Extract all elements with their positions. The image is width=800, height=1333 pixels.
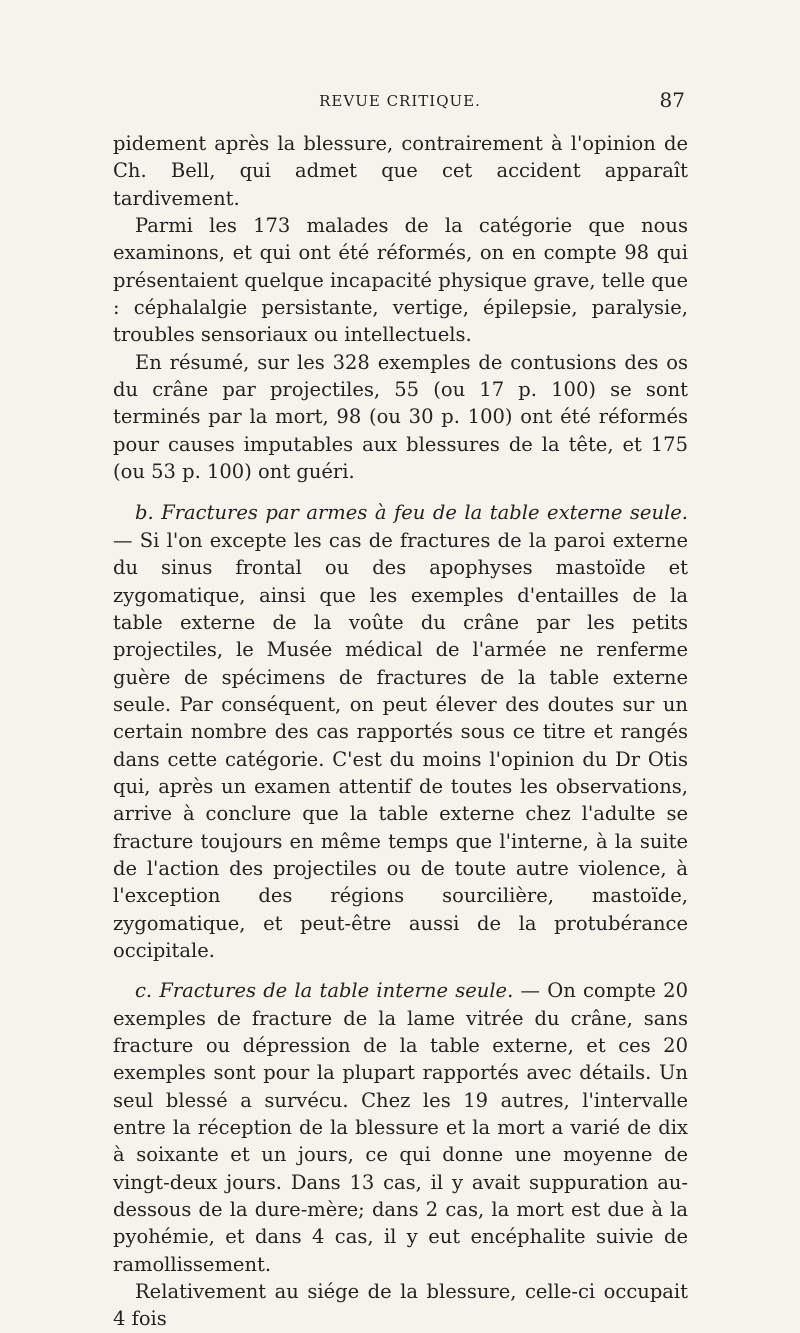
section-b-external-table xyxy=(113,499,688,964)
paragraph-text: En résumé, sur les 328 exemples de contusions des os du crâne par projectiles, 55 (ou 17 p. 100) se sont terminés par la mort, 98 (ou 30 p. 100) ont été réformés pour causes imputables aux blessures de la tête, et 175 (ou 53 p. 100) ont guéri. xyxy=(113,350,688,484)
paragraph-text: Parmi les 173 malades de la catégorie que nous examinons, et qui ont été réformés, on en compte 98 qui présentaient quelque incapacité physique grave, telle que : céphalalgie persistante, vertige, épilepsie, paralysie, troubles sensoriaux ou intellectuels. xyxy=(113,214,688,347)
paragraph-text: — On compte 20 exemples de fracture de la lame vitrée du crâne, sans fracture ou dépression de la table externe, et ces 20 exemples sont pour la plupart rapportés avec détails. Un seul blessé a survécu. Chez les 19 autres, l'intervalle entre la réception de la blessure et la mort a varié de dix à soixante et un jours, ce qui donne une moyenne de vingt-deux jours. Dans 13 cas, il y avait suppuration au-dessous de la dure-mère; dans 2 cas, la mort est due à la pyohémie, et dans 4 cas, il y eut encéphalite suivie de ramollissement. xyxy=(113,979,688,1276)
section-heading: c. Fractures de la table interne seule. xyxy=(135,979,514,1003)
paragraph-continuation xyxy=(113,130,688,212)
page-number: 87 xyxy=(659,88,685,112)
running-title: REVUE CRITIQUE. xyxy=(319,92,481,110)
body-text xyxy=(113,130,688,1333)
paragraph-text: pidement après la blessure, contrairement à l'opinion de Ch. Bell, qui admet que cet accident apparaît tardivement. xyxy=(113,132,688,210)
paragraph-text: — Si l'on excepte les cas de fractures de la paroi externe du sinus frontal ou des apophyses mastoïde et zygomatique, ainsi que les exemples d'entailles de la table externe de la voûte du crâne par les petits projectiles, le Musée médical de l'armée ne renferme guère de spécimens de fractures de la table externe seule. Par conséquent, on peut élever des doutes sur un certain nombre des cas rapportés sous ce titre et rangés dans cette catégorie. C'est du moins l'opinion du Dr Otis qui, après un examen attentif de toutes les observations, arrive à conclure que la table externe chez l'adulte se fracture toujours en même temps que l'interne, à la suite de l'action des projectiles ou de toute autre violence, à l'exception des régions sourcilière, mastoïde, zygomatique, et peut-être aussi de la protubérance occipitale. xyxy=(113,528,688,962)
running-header xyxy=(115,88,685,122)
section-heading: b. Fractures par armes à feu de la table externe seule. xyxy=(135,501,688,525)
paragraph-wound-location xyxy=(113,1278,688,1333)
paragraph-reformed-patients xyxy=(113,212,688,349)
section-c-internal-table xyxy=(113,977,688,1278)
paragraph-summary xyxy=(113,349,688,486)
paragraph-text: Relativement au siége de la blessure, celle-ci occupait 4 fois xyxy=(113,1280,688,1331)
